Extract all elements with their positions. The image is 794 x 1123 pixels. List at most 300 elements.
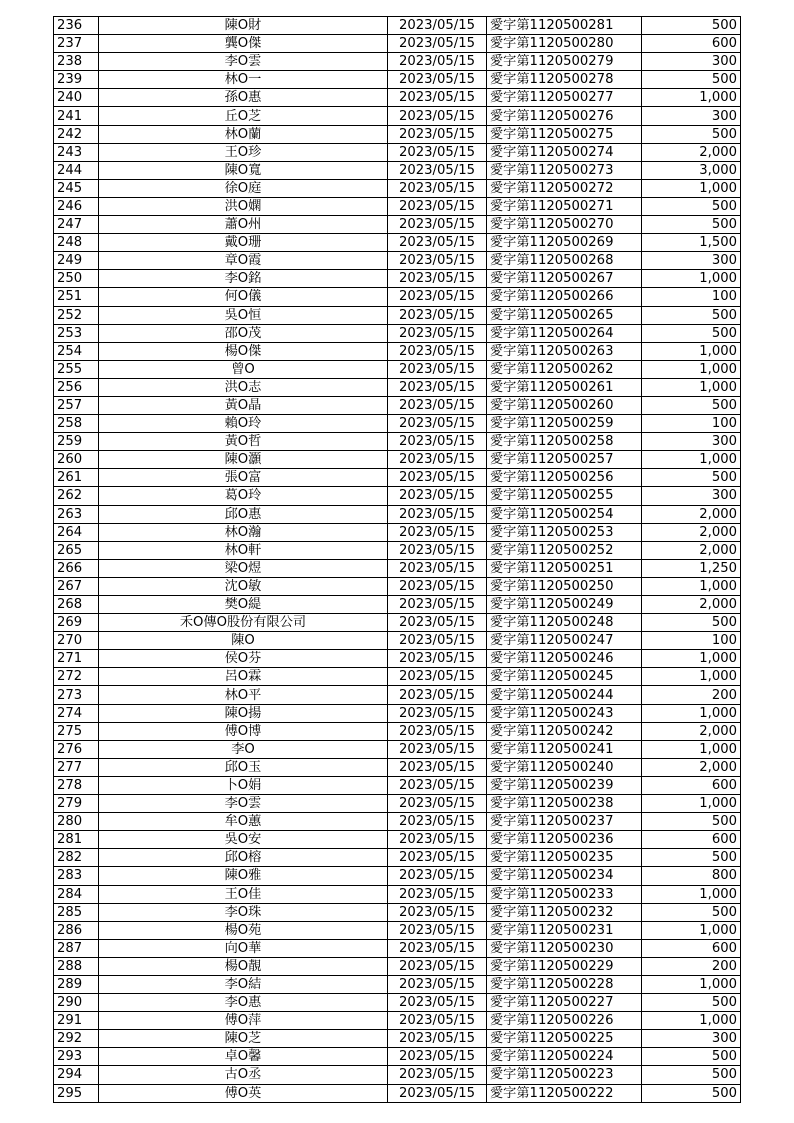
amount-cell: 500 (642, 1066, 741, 1084)
table-row (54, 179, 741, 197)
amount-cell: 2,000 (642, 505, 741, 523)
row-number-cell: 255 (54, 360, 99, 378)
row-number-cell: 248 (54, 234, 99, 252)
receipt-number-cell: 愛字第1120500272 (487, 179, 642, 197)
donation-date-cell: 2023/05/15 (388, 577, 487, 595)
table-row (54, 378, 741, 396)
receipt-number-cell: 愛字第1120500258 (487, 433, 642, 451)
donation-date-cell: 2023/05/15 (388, 813, 487, 831)
donation-table-body (54, 17, 741, 1103)
donor-name-cell: 林O軒 (99, 541, 388, 559)
donation-date-cell: 2023/05/15 (388, 270, 487, 288)
row-number-cell: 258 (54, 415, 99, 433)
table-row (54, 53, 741, 71)
row-number-cell: 276 (54, 740, 99, 758)
donor-name-cell: 禾O傳O股份有限公司 (99, 614, 388, 632)
amount-cell: 1,500 (642, 234, 741, 252)
table-row (54, 994, 741, 1012)
row-number-cell: 254 (54, 342, 99, 360)
amount-cell: 1,000 (642, 378, 741, 396)
table-row (54, 813, 741, 831)
donor-name-cell: 傅O博 (99, 722, 388, 740)
donation-date-cell: 2023/05/15 (388, 614, 487, 632)
amount-cell: 1,000 (642, 360, 741, 378)
amount-cell: 1,000 (642, 668, 741, 686)
donation-date-cell: 2023/05/15 (388, 1066, 487, 1084)
amount-cell: 500 (642, 71, 741, 89)
donor-name-cell: 向O華 (99, 939, 388, 957)
table-row (54, 197, 741, 215)
amount-cell: 2,000 (642, 143, 741, 161)
donor-name-cell: 楊O苑 (99, 921, 388, 939)
table-row (54, 867, 741, 885)
amount-cell: 800 (642, 867, 741, 885)
row-number-cell: 247 (54, 216, 99, 234)
donation-date-cell: 2023/05/15 (388, 324, 487, 342)
table-row (54, 776, 741, 794)
row-number-cell: 250 (54, 270, 99, 288)
table-row (54, 704, 741, 722)
row-number-cell: 293 (54, 1048, 99, 1066)
donor-name-cell: 邱O榕 (99, 849, 388, 867)
receipt-number-cell: 愛字第1120500243 (487, 704, 642, 722)
row-number-cell: 244 (54, 161, 99, 179)
receipt-number-cell: 愛字第1120500245 (487, 668, 642, 686)
donor-name-cell: 李O珠 (99, 903, 388, 921)
table-row (54, 596, 741, 614)
donation-date-cell: 2023/05/15 (388, 1012, 487, 1030)
donor-name-cell: 陳O (99, 632, 388, 650)
donor-name-cell: 葛O玲 (99, 487, 388, 505)
amount-cell: 1,000 (642, 885, 741, 903)
receipt-number-cell: 愛字第1120500234 (487, 867, 642, 885)
receipt-number-cell: 愛字第1120500244 (487, 686, 642, 704)
receipt-number-cell: 愛字第1120500242 (487, 722, 642, 740)
donor-name-cell: 林O一 (99, 71, 388, 89)
row-number-cell: 270 (54, 632, 99, 650)
donation-date-cell: 2023/05/15 (388, 216, 487, 234)
row-number-cell: 249 (54, 252, 99, 270)
amount-cell: 600 (642, 776, 741, 794)
table-row (54, 234, 741, 252)
donation-date-cell: 2023/05/15 (388, 885, 487, 903)
table-row (54, 35, 741, 53)
row-number-cell: 285 (54, 903, 99, 921)
receipt-number-cell: 愛字第1120500227 (487, 994, 642, 1012)
row-number-cell: 243 (54, 143, 99, 161)
row-number-cell: 263 (54, 505, 99, 523)
donor-name-cell: 洪O志 (99, 378, 388, 396)
donation-date-cell: 2023/05/15 (388, 143, 487, 161)
table-row (54, 360, 741, 378)
amount-cell: 300 (642, 487, 741, 505)
amount-cell: 500 (642, 324, 741, 342)
row-number-cell: 271 (54, 650, 99, 668)
donation-date-cell: 2023/05/15 (388, 957, 487, 975)
donor-name-cell: 黃O哲 (99, 433, 388, 451)
table-row (54, 885, 741, 903)
amount-cell: 300 (642, 107, 741, 125)
table-row (54, 396, 741, 414)
receipt-number-cell: 愛字第1120500268 (487, 252, 642, 270)
donation-date-cell: 2023/05/15 (388, 559, 487, 577)
donation-date-cell: 2023/05/15 (388, 433, 487, 451)
table-row (54, 668, 741, 686)
receipt-number-cell: 愛字第1120500248 (487, 614, 642, 632)
row-number-cell: 286 (54, 921, 99, 939)
amount-cell: 500 (642, 849, 741, 867)
amount-cell: 2,000 (642, 523, 741, 541)
donor-name-cell: 李O結 (99, 975, 388, 993)
donation-date-cell: 2023/05/15 (388, 451, 487, 469)
receipt-number-cell: 愛字第1120500235 (487, 849, 642, 867)
donor-name-cell: 陳O芝 (99, 1030, 388, 1048)
donor-name-cell: 李O雲 (99, 795, 388, 813)
row-number-cell: 251 (54, 288, 99, 306)
donation-date-cell: 2023/05/15 (388, 722, 487, 740)
amount-cell: 500 (642, 994, 741, 1012)
receipt-number-cell: 愛字第1120500232 (487, 903, 642, 921)
donation-date-cell: 2023/05/15 (388, 53, 487, 71)
receipt-number-cell: 愛字第1120500230 (487, 939, 642, 957)
receipt-number-cell: 愛字第1120500222 (487, 1084, 642, 1102)
receipt-number-cell: 愛字第1120500264 (487, 324, 642, 342)
donor-name-cell: 龔O傑 (99, 35, 388, 53)
donation-date-cell: 2023/05/15 (388, 1084, 487, 1102)
row-number-cell: 281 (54, 831, 99, 849)
receipt-number-cell: 愛字第1120500233 (487, 885, 642, 903)
receipt-number-cell: 愛字第1120500237 (487, 813, 642, 831)
amount-cell: 600 (642, 831, 741, 849)
donation-date-cell: 2023/05/15 (388, 505, 487, 523)
receipt-number-cell: 愛字第1120500231 (487, 921, 642, 939)
table-row (54, 71, 741, 89)
donation-date-cell: 2023/05/15 (388, 704, 487, 722)
amount-cell: 100 (642, 288, 741, 306)
table-row (54, 849, 741, 867)
receipt-number-cell: 愛字第1120500257 (487, 451, 642, 469)
amount-cell: 300 (642, 53, 741, 71)
donation-date-cell: 2023/05/15 (388, 71, 487, 89)
receipt-number-cell: 愛字第1120500260 (487, 396, 642, 414)
amount-cell: 500 (642, 197, 741, 215)
amount-cell: 3,000 (642, 161, 741, 179)
donation-date-cell: 2023/05/15 (388, 342, 487, 360)
donor-name-cell: 沈O敏 (99, 577, 388, 595)
donation-date-cell: 2023/05/15 (388, 541, 487, 559)
receipt-number-cell: 愛字第1120500278 (487, 71, 642, 89)
receipt-number-cell: 愛字第1120500266 (487, 288, 642, 306)
row-number-cell: 256 (54, 378, 99, 396)
table-row (54, 125, 741, 143)
receipt-number-cell: 愛字第1120500254 (487, 505, 642, 523)
donor-name-cell: 徐O庭 (99, 179, 388, 197)
donation-date-cell: 2023/05/15 (388, 288, 487, 306)
donor-name-cell: 王O珍 (99, 143, 388, 161)
donation-date-cell: 2023/05/15 (388, 17, 487, 35)
donation-date-cell: 2023/05/15 (388, 179, 487, 197)
row-number-cell: 267 (54, 577, 99, 595)
amount-cell: 1,000 (642, 89, 741, 107)
donor-name-cell: 蕭O州 (99, 216, 388, 234)
donation-date-cell: 2023/05/15 (388, 650, 487, 668)
row-number-cell: 253 (54, 324, 99, 342)
row-number-cell: 268 (54, 596, 99, 614)
amount-cell: 100 (642, 632, 741, 650)
donor-name-cell: 黃O晶 (99, 396, 388, 414)
table-row (54, 957, 741, 975)
donation-date-cell: 2023/05/15 (388, 378, 487, 396)
donor-name-cell: 梁O煜 (99, 559, 388, 577)
amount-cell: 500 (642, 125, 741, 143)
donation-date-cell: 2023/05/15 (388, 686, 487, 704)
donation-date-cell: 2023/05/15 (388, 234, 487, 252)
donor-name-cell: 陳O灝 (99, 451, 388, 469)
row-number-cell: 245 (54, 179, 99, 197)
donor-name-cell: 卜O娟 (99, 776, 388, 794)
receipt-number-cell: 愛字第1120500239 (487, 776, 642, 794)
row-number-cell: 262 (54, 487, 99, 505)
table-row (54, 270, 741, 288)
donation-date-cell: 2023/05/15 (388, 396, 487, 414)
donation-date-cell: 2023/05/15 (388, 831, 487, 849)
amount-cell: 500 (642, 396, 741, 414)
amount-cell: 600 (642, 35, 741, 53)
donor-name-cell: 李O銘 (99, 270, 388, 288)
donation-date-cell: 2023/05/15 (388, 107, 487, 125)
row-number-cell: 266 (54, 559, 99, 577)
table-row (54, 939, 741, 957)
row-number-cell: 265 (54, 541, 99, 559)
amount-cell: 500 (642, 469, 741, 487)
row-number-cell: 260 (54, 451, 99, 469)
receipt-number-cell: 愛字第1120500223 (487, 1066, 642, 1084)
donation-date-cell: 2023/05/15 (388, 1030, 487, 1048)
table-row (54, 433, 741, 451)
amount-cell: 500 (642, 614, 741, 632)
donor-name-cell: 陳O寬 (99, 161, 388, 179)
donation-date-cell: 2023/05/15 (388, 252, 487, 270)
row-number-cell: 289 (54, 975, 99, 993)
donor-name-cell: 何O儀 (99, 288, 388, 306)
donor-name-cell: 曾O (99, 360, 388, 378)
table-row (54, 722, 741, 740)
amount-cell: 500 (642, 306, 741, 324)
donor-name-cell: 陳O揚 (99, 704, 388, 722)
amount-cell: 1,000 (642, 270, 741, 288)
amount-cell: 1,000 (642, 342, 741, 360)
donation-date-cell: 2023/05/15 (388, 415, 487, 433)
table-row (54, 795, 741, 813)
receipt-number-cell: 愛字第1120500261 (487, 378, 642, 396)
amount-cell: 500 (642, 903, 741, 921)
donor-name-cell: 章O霞 (99, 252, 388, 270)
donation-date-cell: 2023/05/15 (388, 197, 487, 215)
table-row (54, 415, 741, 433)
receipt-number-cell: 愛字第1120500252 (487, 541, 642, 559)
table-row (54, 469, 741, 487)
donation-date-cell: 2023/05/15 (388, 903, 487, 921)
row-number-cell: 261 (54, 469, 99, 487)
receipt-number-cell: 愛字第1120500246 (487, 650, 642, 668)
donation-date-cell: 2023/05/15 (388, 867, 487, 885)
receipt-number-cell: 愛字第1120500262 (487, 360, 642, 378)
table-row (54, 1066, 741, 1084)
donation-date-cell: 2023/05/15 (388, 125, 487, 143)
receipt-number-cell: 愛字第1120500273 (487, 161, 642, 179)
table-row (54, 740, 741, 758)
table-row (54, 903, 741, 921)
row-number-cell: 269 (54, 614, 99, 632)
receipt-number-cell: 愛字第1120500253 (487, 523, 642, 541)
table-row (54, 1030, 741, 1048)
amount-cell: 2,000 (642, 541, 741, 559)
donation-date-cell: 2023/05/15 (388, 849, 487, 867)
row-number-cell: 282 (54, 849, 99, 867)
donor-name-cell: 洪O嫻 (99, 197, 388, 215)
row-number-cell: 257 (54, 396, 99, 414)
receipt-number-cell: 愛字第1120500259 (487, 415, 642, 433)
donor-name-cell: 邵O茂 (99, 324, 388, 342)
row-number-cell: 241 (54, 107, 99, 125)
donor-name-cell: 卓O馨 (99, 1048, 388, 1066)
donation-date-cell: 2023/05/15 (388, 921, 487, 939)
receipt-number-cell: 愛字第1120500241 (487, 740, 642, 758)
receipt-number-cell: 愛字第1120500279 (487, 53, 642, 71)
donation-date-cell: 2023/05/15 (388, 975, 487, 993)
receipt-number-cell: 愛字第1120500225 (487, 1030, 642, 1048)
row-number-cell: 280 (54, 813, 99, 831)
receipt-number-cell: 愛字第1120500226 (487, 1012, 642, 1030)
donor-name-cell: 林O瀚 (99, 523, 388, 541)
table-row (54, 686, 741, 704)
row-number-cell: 238 (54, 53, 99, 71)
donation-date-cell: 2023/05/15 (388, 758, 487, 776)
receipt-number-cell: 愛字第1120500247 (487, 632, 642, 650)
donation-date-cell: 2023/05/15 (388, 939, 487, 957)
table-row (54, 451, 741, 469)
amount-cell: 500 (642, 1084, 741, 1102)
donor-name-cell: 古O丞 (99, 1066, 388, 1084)
donor-name-cell: 張O富 (99, 469, 388, 487)
table-row (54, 161, 741, 179)
donor-name-cell: 戴O珊 (99, 234, 388, 252)
donation-table (53, 16, 741, 1103)
donor-name-cell: 侯O芬 (99, 650, 388, 668)
amount-cell: 1,000 (642, 740, 741, 758)
amount-cell: 500 (642, 1048, 741, 1066)
receipt-number-cell: 愛字第1120500277 (487, 89, 642, 107)
receipt-number-cell: 愛字第1120500228 (487, 975, 642, 993)
receipt-number-cell: 愛字第1120500255 (487, 487, 642, 505)
row-number-cell: 287 (54, 939, 99, 957)
row-number-cell: 274 (54, 704, 99, 722)
row-number-cell: 252 (54, 306, 99, 324)
row-number-cell: 237 (54, 35, 99, 53)
row-number-cell: 284 (54, 885, 99, 903)
table-row (54, 523, 741, 541)
donation-date-cell: 2023/05/15 (388, 523, 487, 541)
donation-date-cell: 2023/05/15 (388, 740, 487, 758)
donor-name-cell: 陳O雅 (99, 867, 388, 885)
donor-name-cell: 李O (99, 740, 388, 758)
amount-cell: 500 (642, 216, 741, 234)
donation-date-cell: 2023/05/15 (388, 161, 487, 179)
donation-date-cell: 2023/05/15 (388, 469, 487, 487)
row-number-cell: 236 (54, 17, 99, 35)
amount-cell: 100 (642, 415, 741, 433)
amount-cell: 1,000 (642, 1012, 741, 1030)
amount-cell: 300 (642, 433, 741, 451)
amount-cell: 1,000 (642, 179, 741, 197)
table-row (54, 831, 741, 849)
row-number-cell: 291 (54, 1012, 99, 1030)
row-number-cell: 294 (54, 1066, 99, 1084)
receipt-number-cell: 愛字第1120500274 (487, 143, 642, 161)
receipt-number-cell: 愛字第1120500263 (487, 342, 642, 360)
table-row (54, 921, 741, 939)
row-number-cell: 295 (54, 1084, 99, 1102)
receipt-number-cell: 愛字第1120500270 (487, 216, 642, 234)
table-row (54, 342, 741, 360)
row-number-cell: 239 (54, 71, 99, 89)
donation-date-cell: 2023/05/15 (388, 668, 487, 686)
row-number-cell: 240 (54, 89, 99, 107)
donor-name-cell: 王O佳 (99, 885, 388, 903)
table-row (54, 487, 741, 505)
row-number-cell: 246 (54, 197, 99, 215)
row-number-cell: 272 (54, 668, 99, 686)
amount-cell: 1,000 (642, 451, 741, 469)
amount-cell: 1,250 (642, 559, 741, 577)
donor-name-cell: 傅O英 (99, 1084, 388, 1102)
amount-cell: 600 (642, 939, 741, 957)
donation-date-cell: 2023/05/15 (388, 487, 487, 505)
receipt-number-cell: 愛字第1120500240 (487, 758, 642, 776)
table-row (54, 288, 741, 306)
row-number-cell: 275 (54, 722, 99, 740)
amount-cell: 1,000 (642, 795, 741, 813)
row-number-cell: 277 (54, 758, 99, 776)
receipt-number-cell: 愛字第1120500250 (487, 577, 642, 595)
table-row (54, 559, 741, 577)
receipt-number-cell: 愛字第1120500280 (487, 35, 642, 53)
amount-cell: 500 (642, 813, 741, 831)
amount-cell: 1,000 (642, 921, 741, 939)
table-row (54, 758, 741, 776)
donor-name-cell: 林O平 (99, 686, 388, 704)
row-number-cell: 264 (54, 523, 99, 541)
donor-name-cell: 丘O芝 (99, 107, 388, 125)
amount-cell: 2,000 (642, 596, 741, 614)
donor-name-cell: 陳O財 (99, 17, 388, 35)
row-number-cell: 288 (54, 957, 99, 975)
donor-name-cell: 樊O緹 (99, 596, 388, 614)
receipt-number-cell: 愛字第1120500249 (487, 596, 642, 614)
table-row (54, 975, 741, 993)
amount-cell: 1,000 (642, 650, 741, 668)
donation-date-cell: 2023/05/15 (388, 89, 487, 107)
donor-name-cell: 賴O玲 (99, 415, 388, 433)
table-row (54, 1084, 741, 1102)
table-row (54, 632, 741, 650)
receipt-number-cell: 愛字第1120500229 (487, 957, 642, 975)
donation-date-cell: 2023/05/15 (388, 776, 487, 794)
table-row (54, 650, 741, 668)
donation-date-cell: 2023/05/15 (388, 596, 487, 614)
amount-cell: 2,000 (642, 722, 741, 740)
donation-date-cell: 2023/05/15 (388, 1048, 487, 1066)
